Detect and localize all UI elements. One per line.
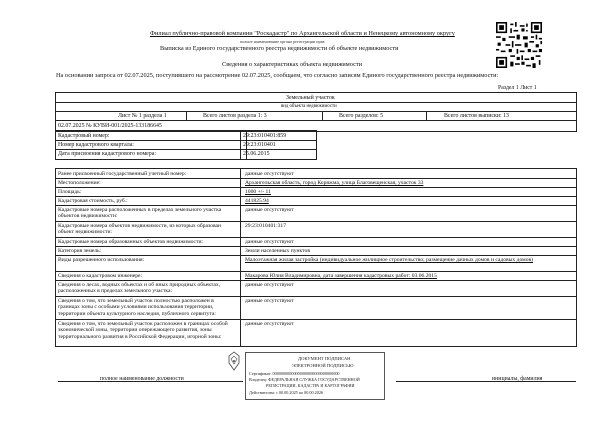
total-sheets-section: Всего листов раздела 1: 3 [203, 113, 267, 119]
detail-label: Кадастровые номера расположенных в пределах земельного участка объектов недвижимости: [58, 207, 222, 220]
detail-value: данные отсутствуют [245, 282, 294, 288]
detail-label: Кадастровые номера объектов недвижимости, из которых образован объект недвижимости: [58, 223, 222, 236]
identifiers-table [55, 130, 247, 160]
details-table [55, 168, 577, 347]
emblem-icon [226, 350, 242, 372]
detail-value: Макарова Юлия Владимировна, дата завершения кадастровых работ: 03.06.2015 [245, 273, 437, 279]
detail-label: Сведения о том, что земельный участок полностью расположен в границах зоны с особыми условиями использования территории, территории объекта культурного наследия, публичного сервитута: [58, 298, 216, 317]
detail-value: данные отсутствуют [245, 207, 294, 213]
sig-line: Сертификат: 00000000000000000000000000000000 [249, 371, 340, 376]
detail-label: Виды разрешенного использования: [58, 257, 145, 263]
sig-line: Владелец: ФЕДЕРАЛЬНАЯ СЛУЖБА ГОСУДАРСТВЕННОЙ [249, 377, 360, 382]
name-line [396, 381, 576, 382]
sheet-info-row [56, 111, 576, 121]
issuer-name: Филиал публично-правовой компании "Роскадастр" по Архангельской области и Ненецкому автономному округу [150, 30, 455, 37]
object-type: Земельный участок [286, 94, 335, 101]
detail-value: данные отсутствуют [245, 171, 294, 177]
detail-value: Земли населенных пунктов [245, 248, 310, 254]
sig-line: ДОКУМЕНТ ПОДПИСАН [298, 356, 351, 361]
sig-line: ЭЛЕКТРОННОЙ ПОДПИСЬЮ [292, 363, 354, 368]
detail-label: Ранее присвоенный государственный учетный номер: [58, 171, 187, 177]
date-and-number: 02.07.2025 № КУВИ-001/2025-133186645 [58, 123, 162, 129]
cadastral-number-value: 29:23:010401:859 [243, 132, 287, 139]
cadastral-quarter-label: Номер кадастрового квартала: [58, 141, 134, 148]
total-sections: Всего разделов: 5 [339, 113, 384, 119]
section-page-number: Раздел 1 Лист 1 [498, 85, 537, 91]
detail-value: 441825.94 [245, 198, 269, 204]
detail-label: Кадастровая стоимость, руб.: [58, 198, 128, 204]
identifiers-values [240, 130, 317, 160]
position-caption: полное наименование должности [100, 376, 184, 382]
detail-value: 1000 +/- 11 [245, 189, 271, 195]
detail-label: Категория земель: [58, 248, 102, 254]
sheet-number: Лист № 1 раздела 1 [118, 113, 167, 119]
detail-value: данные отсутствуют [245, 321, 294, 327]
detail-label: Сведения о кадастровом инженере: [58, 273, 143, 279]
electronic-signature-stamp [245, 352, 385, 400]
object-type-caption: вид объекта недвижимости [281, 104, 337, 109]
qr-code [496, 22, 542, 68]
cadastral-number-label: Кадастровый номер: [58, 132, 110, 139]
request-line: На основании запроса от 02.07.2025, поступившего на рассмотрение 02.07.2025, сообщаем, что согласно записям Единого государственного реестра недвижимости: [56, 72, 499, 79]
cadastral-quarter-value: 29:23:010401 [243, 141, 276, 148]
detail-label: Площадь: [58, 189, 82, 195]
total-sheets-extract: Всего листов выписки: 13 [444, 113, 509, 119]
section-subtitle: Сведения о характеристиках объекта недвижимости [222, 61, 362, 68]
extract-title: Выписка из Единого государственного реестра недвижимости об объекте недвижимости [160, 45, 399, 52]
detail-value: данные отсутствуют [245, 239, 294, 245]
detail-label: Сведения о том, что земельный участок расположен в границах особой экономической зоны, территории опережающего развития, зоны территориального развития в Российской Федерации, игорной зоны: [58, 321, 228, 340]
sig-line: Действителен: с 00.00.2025 по 00.00.2026 [249, 390, 324, 395]
issuer-caption: полное наименование органа регистрации прав [240, 39, 325, 44]
detail-value: Архангельская область, город Коряжма, улица Благовещенская, участок 33 [245, 180, 424, 186]
object-header-table [55, 92, 577, 132]
name-caption: инициалы, фамилия [492, 376, 543, 382]
detail-value: 29:23:010401:317 [245, 223, 287, 229]
detail-value: данные отсутствуют [245, 298, 294, 304]
sig-line: РЕГИСТРАЦИИ, КАДАСТРА И КАРТОГРАФИИ [266, 383, 355, 388]
assignment-date-label: Дата присвоения кадастрового номера: [58, 150, 156, 157]
assignment-date-value: 25.06.2015 [243, 150, 270, 157]
detail-value: Малоэтажная жилая застройка (индивидуальное жилищное строительство; размещение дачных домов и садовых домов) [245, 257, 534, 263]
detail-label: Сведения о лесах, водных объектах и об иных природных объектах, расположенных в пределах земельного участка: [58, 282, 221, 295]
detail-label: Кадастровые номера образованных объектов недвижимости: [58, 239, 204, 245]
detail-label: Местоположение: [58, 180, 101, 186]
